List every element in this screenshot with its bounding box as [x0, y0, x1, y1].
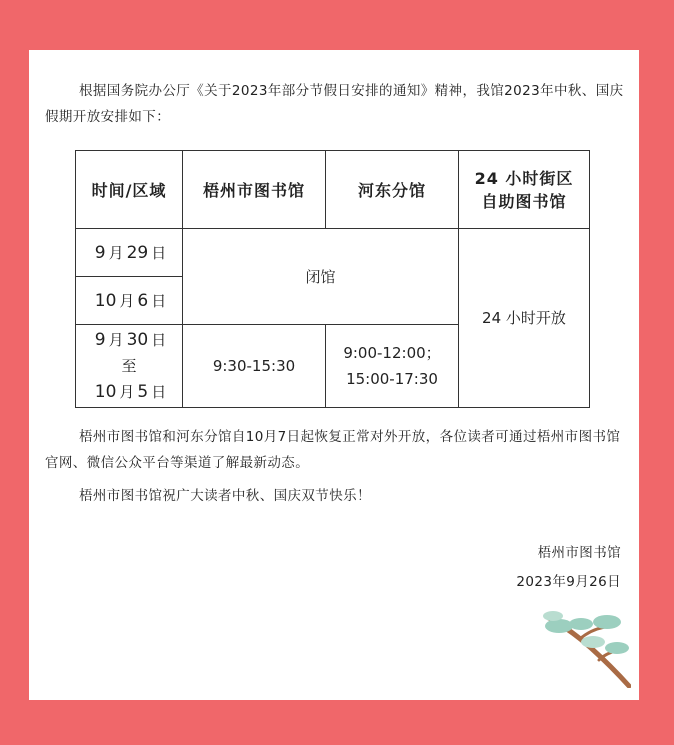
- table-header-row: [76, 151, 590, 229]
- schedule-table: [75, 150, 590, 408]
- branch-hours: 9:00-12:00； 15:00-17:30: [326, 325, 459, 408]
- intro-paragraph: 根据国务院办公厅《关于2023年部分节假日安排的通知》精神，我馆2023年中秋、国庆假期开放安排如下：: [45, 83, 624, 125]
- signature-org: 梧州市图书馆: [537, 545, 621, 561]
- header-self-service-library: 自助图书馆: [481, 192, 567, 212]
- header-main-library: 梧州市图书馆: [183, 151, 326, 229]
- reopen-paragraph: 梧州市图书馆和河东分馆自10月7日起恢复正常对外开放，各位读者可通过梧州市图书馆官网、微信公众平台等渠道了解最新动态。: [45, 429, 621, 471]
- closed-cell: 闭馆: [183, 228, 459, 325]
- header-hedong-branch: 河东分馆: [326, 151, 459, 229]
- header-24h-street: 24 小时街区: [474, 169, 574, 189]
- pine-tree-icon: [541, 608, 631, 688]
- table-row: [76, 228, 590, 276]
- date-range: 9 月 30 日 至 10 月 5 日: [76, 325, 183, 408]
- date-sep-29: 9 月 29 日: [76, 228, 183, 276]
- main-library-hours: 9:30-15:30: [183, 325, 326, 408]
- greeting-paragraph: 梧州市图书馆祝广大读者中秋、国庆双节快乐！: [79, 488, 371, 504]
- notice-card: [29, 50, 639, 700]
- open-24h-cell: 24 小时开放: [459, 228, 590, 407]
- header-time-region: 时间/区域: [76, 151, 183, 229]
- date-oct-6: 10 月 6 日: [76, 276, 183, 324]
- header-self-service: [459, 151, 590, 229]
- signature-date: 2023年9月26日: [516, 574, 621, 590]
